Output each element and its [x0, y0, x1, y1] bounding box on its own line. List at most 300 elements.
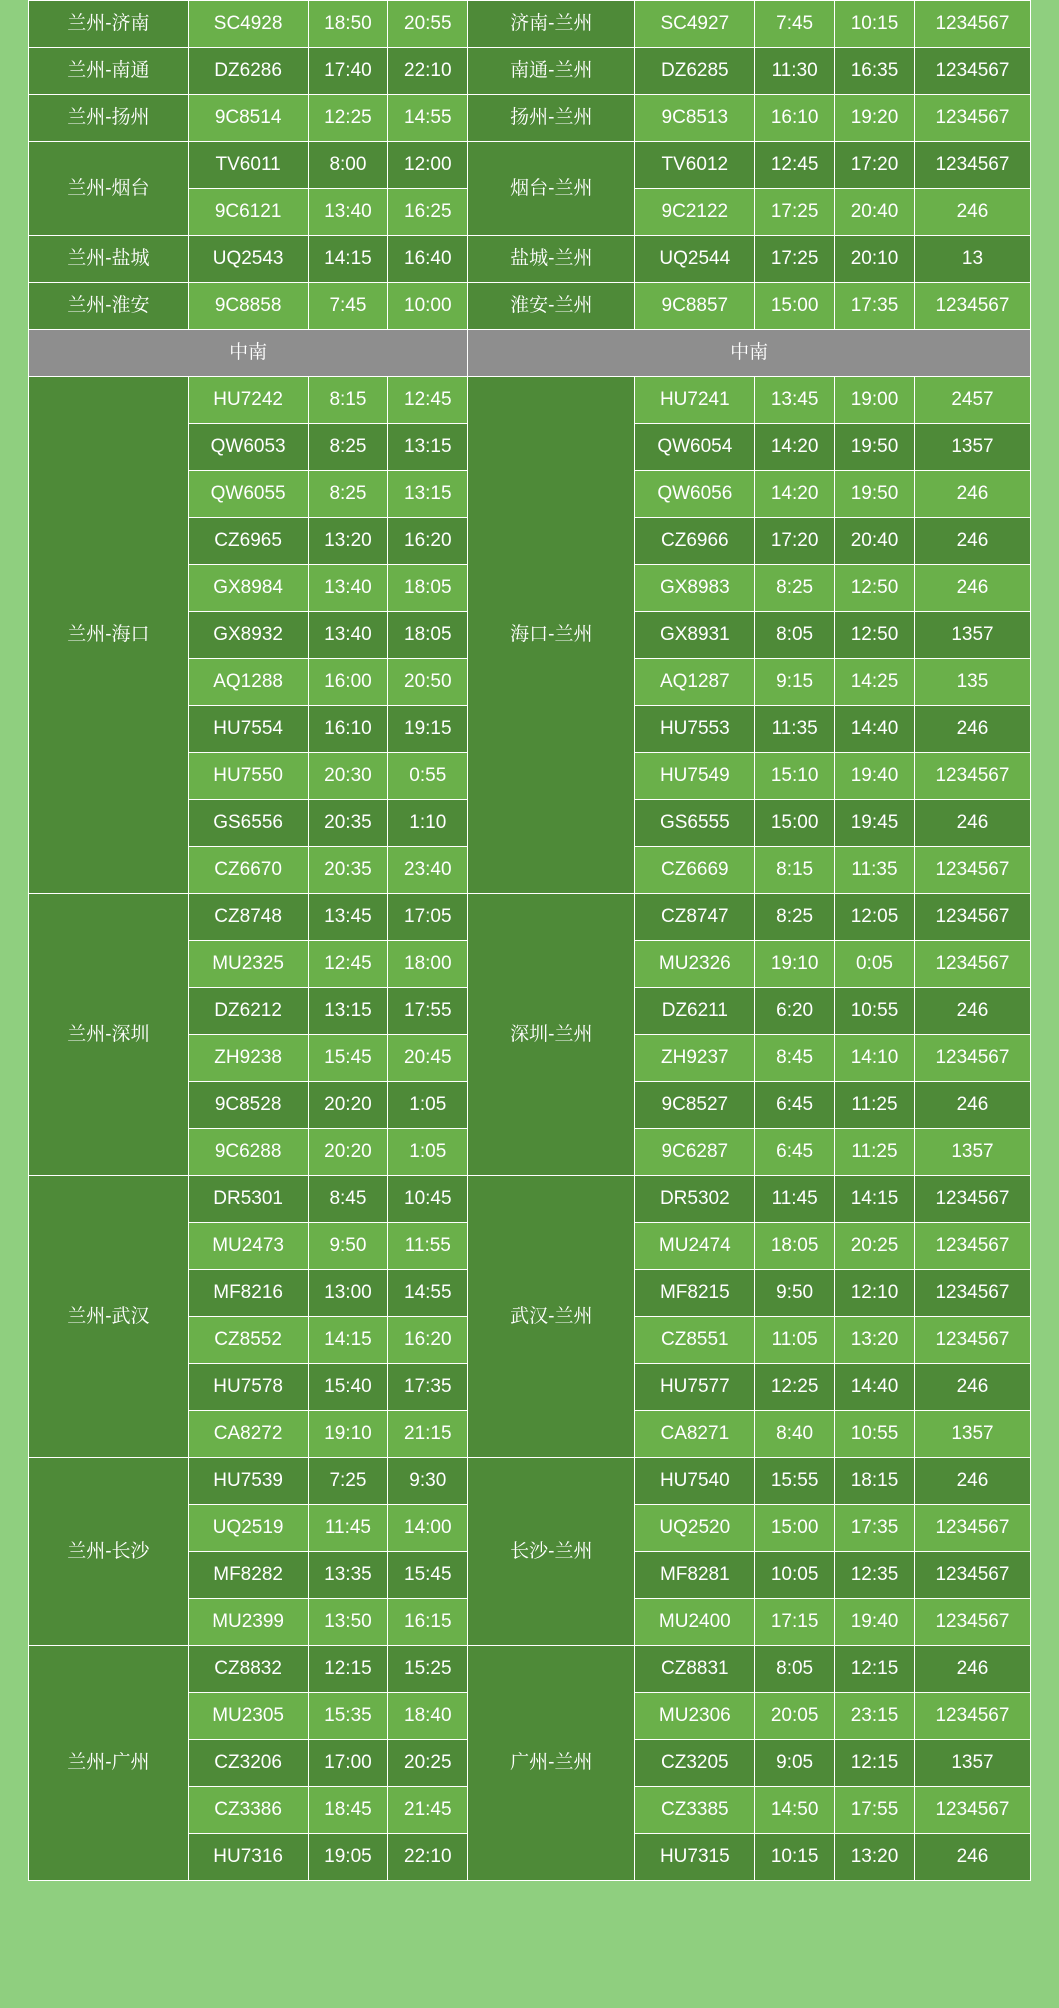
operating-days: 1234567 — [914, 1505, 1030, 1552]
route-label: 兰州-扬州 — [29, 95, 189, 142]
route-label-return: 烟台-兰州 — [468, 142, 635, 236]
flight-number-return: HU7549 — [635, 753, 755, 800]
operating-days: 1234567 — [914, 1599, 1030, 1646]
arrival-time-return: 20:25 — [835, 1223, 915, 1270]
route-label: 兰州-长沙 — [29, 1458, 189, 1646]
arrival-time-return: 19:40 — [835, 1599, 915, 1646]
operating-days: 246 — [914, 800, 1030, 847]
route-label-return: 南通-兰州 — [468, 48, 635, 95]
departure-time-return: 17:25 — [755, 189, 835, 236]
operating-days: 246 — [914, 1364, 1030, 1411]
operating-days: 1234567 — [914, 142, 1030, 189]
flight-number-outbound: HU7539 — [188, 1458, 308, 1505]
flight-number-outbound: 9C6288 — [188, 1129, 308, 1176]
departure-time-outbound: 13:50 — [308, 1599, 388, 1646]
departure-time-return: 11:45 — [755, 1176, 835, 1223]
arrival-time-return: 19:45 — [835, 800, 915, 847]
departure-time-return: 7:45 — [755, 1, 835, 48]
flight-number-outbound: GX8932 — [188, 612, 308, 659]
departure-time-outbound: 12:25 — [308, 95, 388, 142]
arrival-time-return: 12:50 — [835, 612, 915, 659]
arrival-time-return: 10:55 — [835, 988, 915, 1035]
arrival-time-outbound: 16:25 — [388, 189, 468, 236]
departure-time-outbound: 13:20 — [308, 518, 388, 565]
departure-time-return: 15:00 — [755, 800, 835, 847]
flight-number-return: MU2400 — [635, 1599, 755, 1646]
departure-time-outbound: 20:20 — [308, 1129, 388, 1176]
flight-number-return: TV6012 — [635, 142, 755, 189]
arrival-time-return: 19:50 — [835, 471, 915, 518]
arrival-time-return: 12:15 — [835, 1740, 915, 1787]
flight-number-return: MU2326 — [635, 941, 755, 988]
arrival-time-outbound: 23:40 — [388, 847, 468, 894]
departure-time-outbound: 20:30 — [308, 753, 388, 800]
operating-days: 1234567 — [914, 283, 1030, 330]
departure-time-outbound: 14:15 — [308, 236, 388, 283]
operating-days: 246 — [914, 1458, 1030, 1505]
departure-time-return: 15:10 — [755, 753, 835, 800]
departure-time-outbound: 15:45 — [308, 1035, 388, 1082]
operating-days: 1234567 — [914, 1552, 1030, 1599]
arrival-time-return: 14:40 — [835, 1364, 915, 1411]
route-label-return: 扬州-兰州 — [468, 95, 635, 142]
operating-days: 1234567 — [914, 1787, 1030, 1834]
arrival-time-outbound: 11:55 — [388, 1223, 468, 1270]
arrival-time-outbound: 20:50 — [388, 659, 468, 706]
flight-number-outbound: CZ8832 — [188, 1646, 308, 1693]
arrival-time-return: 12:10 — [835, 1270, 915, 1317]
route-label-return: 长沙-兰州 — [468, 1458, 635, 1646]
flight-number-outbound: MF8216 — [188, 1270, 308, 1317]
departure-time-outbound: 12:45 — [308, 941, 388, 988]
region-header-row — [29, 330, 1031, 377]
flight-number-return: DR5302 — [635, 1176, 755, 1223]
departure-time-outbound: 8:15 — [308, 377, 388, 424]
arrival-time-outbound: 16:40 — [388, 236, 468, 283]
route-label: 兰州-海口 — [29, 377, 189, 894]
departure-time-return: 15:00 — [755, 1505, 835, 1552]
departure-time-return: 11:35 — [755, 706, 835, 753]
flight-number-return: DZ6211 — [635, 988, 755, 1035]
flight-number-outbound: QW6055 — [188, 471, 308, 518]
arrival-time-return: 20:10 — [835, 236, 915, 283]
arrival-time-return: 14:40 — [835, 706, 915, 753]
flight-number-outbound: HU7550 — [188, 753, 308, 800]
departure-time-return: 9:15 — [755, 659, 835, 706]
flight-number-outbound: MU2305 — [188, 1693, 308, 1740]
operating-days: 2457 — [914, 377, 1030, 424]
departure-time-return: 17:25 — [755, 236, 835, 283]
operating-days: 1234567 — [914, 753, 1030, 800]
table-row — [29, 48, 1031, 95]
arrival-time-outbound: 1:05 — [388, 1129, 468, 1176]
table-row — [29, 283, 1031, 330]
flight-number-outbound: DZ6212 — [188, 988, 308, 1035]
route-label: 兰州-烟台 — [29, 142, 189, 236]
flight-number-return: HU7553 — [635, 706, 755, 753]
flight-number-return: CZ3385 — [635, 1787, 755, 1834]
departure-time-outbound: 8:25 — [308, 424, 388, 471]
departure-time-outbound: 13:40 — [308, 565, 388, 612]
flight-number-return: CZ8831 — [635, 1646, 755, 1693]
route-label-return: 淮安-兰州 — [468, 283, 635, 330]
departure-time-outbound: 8:25 — [308, 471, 388, 518]
flight-number-outbound: TV6011 — [188, 142, 308, 189]
arrival-time-outbound: 16:20 — [388, 1317, 468, 1364]
operating-days: 1234567 — [914, 1693, 1030, 1740]
flight-number-return: SC4927 — [635, 1, 755, 48]
table-row — [29, 1458, 1031, 1505]
flight-number-outbound: 9C8528 — [188, 1082, 308, 1129]
departure-time-outbound: 11:45 — [308, 1505, 388, 1552]
flight-number-outbound: DR5301 — [188, 1176, 308, 1223]
departure-time-return: 16:10 — [755, 95, 835, 142]
operating-days: 1234567 — [914, 1223, 1030, 1270]
departure-time-outbound: 17:40 — [308, 48, 388, 95]
arrival-time-return: 14:25 — [835, 659, 915, 706]
departure-time-outbound: 20:20 — [308, 1082, 388, 1129]
flight-number-return: 9C2122 — [635, 189, 755, 236]
flight-number-outbound: GX8984 — [188, 565, 308, 612]
operating-days: 1234567 — [914, 847, 1030, 894]
flight-number-outbound: UQ2519 — [188, 1505, 308, 1552]
arrival-time-return: 20:40 — [835, 189, 915, 236]
departure-time-outbound: 17:00 — [308, 1740, 388, 1787]
departure-time-outbound: 7:45 — [308, 283, 388, 330]
arrival-time-return: 13:20 — [835, 1834, 915, 1881]
arrival-time-outbound: 17:35 — [388, 1364, 468, 1411]
flight-number-return: HU7241 — [635, 377, 755, 424]
arrival-time-outbound: 14:00 — [388, 1505, 468, 1552]
departure-time-return: 12:45 — [755, 142, 835, 189]
operating-days: 246 — [914, 1834, 1030, 1881]
arrival-time-outbound: 12:45 — [388, 377, 468, 424]
flight-number-return: HU7315 — [635, 1834, 755, 1881]
flight-number-return: UQ2520 — [635, 1505, 755, 1552]
departure-time-outbound: 18:45 — [308, 1787, 388, 1834]
operating-days: 246 — [914, 1082, 1030, 1129]
arrival-time-return: 18:15 — [835, 1458, 915, 1505]
flight-number-outbound: 9C8514 — [188, 95, 308, 142]
operating-days: 1357 — [914, 612, 1030, 659]
operating-days: 1234567 — [914, 1317, 1030, 1364]
operating-days: 246 — [914, 471, 1030, 518]
flight-number-return: CZ8551 — [635, 1317, 755, 1364]
arrival-time-outbound: 19:15 — [388, 706, 468, 753]
flight-number-return: 9C8513 — [635, 95, 755, 142]
flight-number-return: UQ2544 — [635, 236, 755, 283]
flight-number-return: ZH9237 — [635, 1035, 755, 1082]
arrival-time-outbound: 1:05 — [388, 1082, 468, 1129]
arrival-time-outbound: 10:00 — [388, 283, 468, 330]
arrival-time-outbound: 12:00 — [388, 142, 468, 189]
departure-time-return: 6:45 — [755, 1129, 835, 1176]
route-label: 兰州-济南 — [29, 1, 189, 48]
arrival-time-outbound: 22:10 — [388, 48, 468, 95]
operating-days: 13 — [914, 236, 1030, 283]
operating-days: 1234567 — [914, 1, 1030, 48]
operating-days: 1357 — [914, 1740, 1030, 1787]
arrival-time-return: 23:15 — [835, 1693, 915, 1740]
table-row — [29, 377, 1031, 424]
table-row — [29, 1176, 1031, 1223]
departure-time-return: 13:45 — [755, 377, 835, 424]
arrival-time-return: 0:05 — [835, 941, 915, 988]
flight-number-outbound: QW6053 — [188, 424, 308, 471]
flight-number-outbound: CZ8552 — [188, 1317, 308, 1364]
arrival-time-outbound: 9:30 — [388, 1458, 468, 1505]
departure-time-outbound: 8:00 — [308, 142, 388, 189]
flight-number-return: 9C6287 — [635, 1129, 755, 1176]
departure-time-outbound: 7:25 — [308, 1458, 388, 1505]
departure-time-return: 8:25 — [755, 894, 835, 941]
departure-time-outbound: 9:50 — [308, 1223, 388, 1270]
flight-number-outbound: CA8272 — [188, 1411, 308, 1458]
operating-days: 135 — [914, 659, 1030, 706]
flight-number-outbound: GS6556 — [188, 800, 308, 847]
route-label: 兰州-南通 — [29, 48, 189, 95]
arrival-time-return: 10:55 — [835, 1411, 915, 1458]
arrival-time-outbound: 18:05 — [388, 565, 468, 612]
flight-number-outbound: MF8282 — [188, 1552, 308, 1599]
departure-time-return: 9:50 — [755, 1270, 835, 1317]
operating-days: 246 — [914, 189, 1030, 236]
arrival-time-outbound: 0:55 — [388, 753, 468, 800]
flight-number-outbound: HU7554 — [188, 706, 308, 753]
operating-days: 246 — [914, 565, 1030, 612]
arrival-time-outbound: 1:10 — [388, 800, 468, 847]
route-label: 兰州-深圳 — [29, 894, 189, 1176]
flight-number-outbound: MU2325 — [188, 941, 308, 988]
arrival-time-return: 10:15 — [835, 1, 915, 48]
flight-number-return: GS6555 — [635, 800, 755, 847]
departure-time-return: 14:50 — [755, 1787, 835, 1834]
flight-number-outbound: SC4928 — [188, 1, 308, 48]
arrival-time-return: 19:40 — [835, 753, 915, 800]
operating-days: 1234567 — [914, 941, 1030, 988]
arrival-time-outbound: 16:20 — [388, 518, 468, 565]
departure-time-return: 8:15 — [755, 847, 835, 894]
operating-days: 1357 — [914, 424, 1030, 471]
departure-time-return: 14:20 — [755, 471, 835, 518]
arrival-time-return: 12:05 — [835, 894, 915, 941]
flight-number-return: CZ6669 — [635, 847, 755, 894]
operating-days: 1234567 — [914, 48, 1030, 95]
flight-number-return: 9C8857 — [635, 283, 755, 330]
flight-number-outbound: MU2399 — [188, 1599, 308, 1646]
departure-time-return: 19:10 — [755, 941, 835, 988]
departure-time-outbound: 15:35 — [308, 1693, 388, 1740]
flight-number-outbound: CZ6965 — [188, 518, 308, 565]
flight-number-return: HU7540 — [635, 1458, 755, 1505]
arrival-time-outbound: 14:55 — [388, 95, 468, 142]
route-label-return: 深圳-兰州 — [468, 894, 635, 1176]
flight-number-return: MU2306 — [635, 1693, 755, 1740]
arrival-time-outbound: 22:10 — [388, 1834, 468, 1881]
arrival-time-outbound: 14:55 — [388, 1270, 468, 1317]
departure-time-outbound: 16:00 — [308, 659, 388, 706]
flight-number-return: CZ8747 — [635, 894, 755, 941]
table-row — [29, 95, 1031, 142]
route-label: 兰州-广州 — [29, 1646, 189, 1881]
arrival-time-return: 17:20 — [835, 142, 915, 189]
operating-days: 246 — [914, 988, 1030, 1035]
departure-time-return: 15:00 — [755, 283, 835, 330]
route-label-return: 盐城-兰州 — [468, 236, 635, 283]
arrival-time-outbound: 13:15 — [388, 471, 468, 518]
departure-time-outbound: 8:45 — [308, 1176, 388, 1223]
flight-number-outbound: HU7316 — [188, 1834, 308, 1881]
operating-days: 1234567 — [914, 1035, 1030, 1082]
flight-number-outbound: MU2473 — [188, 1223, 308, 1270]
arrival-time-outbound: 13:15 — [388, 424, 468, 471]
departure-time-outbound: 16:10 — [308, 706, 388, 753]
flight-number-return: CA8271 — [635, 1411, 755, 1458]
flight-number-return: CZ3205 — [635, 1740, 755, 1787]
table-row — [29, 1646, 1031, 1693]
route-label-return: 海口-兰州 — [468, 377, 635, 894]
departure-time-return: 11:30 — [755, 48, 835, 95]
flight-number-return: GX8983 — [635, 565, 755, 612]
departure-time-outbound: 19:05 — [308, 1834, 388, 1881]
route-label: 兰州-淮安 — [29, 283, 189, 330]
arrival-time-outbound: 17:55 — [388, 988, 468, 1035]
route-label-return: 武汉-兰州 — [468, 1176, 635, 1458]
departure-time-outbound: 20:35 — [308, 800, 388, 847]
operating-days: 1234567 — [914, 894, 1030, 941]
departure-time-return: 8:45 — [755, 1035, 835, 1082]
departure-time-outbound: 13:45 — [308, 894, 388, 941]
arrival-time-return: 12:15 — [835, 1646, 915, 1693]
arrival-time-return: 11:35 — [835, 847, 915, 894]
arrival-time-return: 17:35 — [835, 1505, 915, 1552]
arrival-time-return: 14:10 — [835, 1035, 915, 1082]
table-row — [29, 142, 1031, 189]
departure-time-return: 12:25 — [755, 1364, 835, 1411]
arrival-time-outbound: 21:15 — [388, 1411, 468, 1458]
arrival-time-outbound: 15:25 — [388, 1646, 468, 1693]
departure-time-return: 20:05 — [755, 1693, 835, 1740]
departure-time-return: 17:20 — [755, 518, 835, 565]
flight-number-outbound: 9C8858 — [188, 283, 308, 330]
arrival-time-return: 17:55 — [835, 1787, 915, 1834]
departure-time-return: 18:05 — [755, 1223, 835, 1270]
arrival-time-return: 20:40 — [835, 518, 915, 565]
flight-number-return: AQ1287 — [635, 659, 755, 706]
arrival-time-return: 16:35 — [835, 48, 915, 95]
arrival-time-return: 14:15 — [835, 1176, 915, 1223]
flight-number-return: HU7577 — [635, 1364, 755, 1411]
flight-number-return: MF8215 — [635, 1270, 755, 1317]
departure-time-return: 6:20 — [755, 988, 835, 1035]
flight-number-outbound: CZ3206 — [188, 1740, 308, 1787]
departure-time-return: 6:45 — [755, 1082, 835, 1129]
departure-time-return: 17:15 — [755, 1599, 835, 1646]
flight-number-outbound: AQ1288 — [188, 659, 308, 706]
flight-number-return: CZ6966 — [635, 518, 755, 565]
flight-number-outbound: HU7578 — [188, 1364, 308, 1411]
arrival-time-return: 13:20 — [835, 1317, 915, 1364]
departure-time-return: 9:05 — [755, 1740, 835, 1787]
arrival-time-outbound: 20:45 — [388, 1035, 468, 1082]
flight-schedule-table — [28, 0, 1031, 1881]
flight-number-return: MU2474 — [635, 1223, 755, 1270]
operating-days: 246 — [914, 1646, 1030, 1693]
route-label-return: 济南-兰州 — [468, 1, 635, 48]
flight-number-return: QW6056 — [635, 471, 755, 518]
arrival-time-return: 11:25 — [835, 1082, 915, 1129]
flight-number-outbound: CZ8748 — [188, 894, 308, 941]
departure-time-outbound: 13:40 — [308, 612, 388, 659]
departure-time-outbound: 13:35 — [308, 1552, 388, 1599]
arrival-time-outbound: 15:45 — [388, 1552, 468, 1599]
flight-number-outbound: ZH9238 — [188, 1035, 308, 1082]
route-label-return: 广州-兰州 — [468, 1646, 635, 1881]
operating-days: 246 — [914, 518, 1030, 565]
arrival-time-outbound: 17:05 — [388, 894, 468, 941]
flight-number-outbound: CZ6670 — [188, 847, 308, 894]
schedule-body — [29, 1, 1031, 1881]
departure-time-return: 14:20 — [755, 424, 835, 471]
flight-number-return: MF8281 — [635, 1552, 755, 1599]
flight-number-outbound: HU7242 — [188, 377, 308, 424]
flight-number-return: QW6054 — [635, 424, 755, 471]
arrival-time-outbound: 20:25 — [388, 1740, 468, 1787]
region-label-outbound: 中南 — [29, 330, 468, 377]
departure-time-outbound: 13:00 — [308, 1270, 388, 1317]
arrival-time-outbound: 18:40 — [388, 1693, 468, 1740]
arrival-time-return: 17:35 — [835, 283, 915, 330]
departure-time-return: 10:15 — [755, 1834, 835, 1881]
region-label-return: 中南 — [468, 330, 1031, 377]
arrival-time-outbound: 10:45 — [388, 1176, 468, 1223]
arrival-time-return: 12:50 — [835, 565, 915, 612]
arrival-time-return: 19:00 — [835, 377, 915, 424]
flight-number-outbound: UQ2543 — [188, 236, 308, 283]
arrival-time-outbound: 18:00 — [388, 941, 468, 988]
arrival-time-return: 11:25 — [835, 1129, 915, 1176]
operating-days: 1234567 — [914, 1176, 1030, 1223]
departure-time-outbound: 14:15 — [308, 1317, 388, 1364]
departure-time-return: 8:25 — [755, 565, 835, 612]
arrival-time-outbound: 21:45 — [388, 1787, 468, 1834]
arrival-time-return: 19:20 — [835, 95, 915, 142]
arrival-time-return: 12:35 — [835, 1552, 915, 1599]
departure-time-return: 8:40 — [755, 1411, 835, 1458]
departure-time-return: 11:05 — [755, 1317, 835, 1364]
arrival-time-outbound: 16:15 — [388, 1599, 468, 1646]
flight-number-return: GX8931 — [635, 612, 755, 659]
arrival-time-outbound: 20:55 — [388, 1, 468, 48]
table-row — [29, 1, 1031, 48]
operating-days: 246 — [914, 706, 1030, 753]
departure-time-outbound: 13:40 — [308, 189, 388, 236]
operating-days: 1234567 — [914, 95, 1030, 142]
flight-number-outbound: CZ3386 — [188, 1787, 308, 1834]
flight-number-outbound: DZ6286 — [188, 48, 308, 95]
operating-days: 1234567 — [914, 1270, 1030, 1317]
table-row — [29, 894, 1031, 941]
flight-number-outbound: 9C6121 — [188, 189, 308, 236]
flight-number-return: DZ6285 — [635, 48, 755, 95]
operating-days: 1357 — [914, 1129, 1030, 1176]
operating-days: 1357 — [914, 1411, 1030, 1458]
flight-number-return: 9C8527 — [635, 1082, 755, 1129]
table-row — [29, 236, 1031, 283]
departure-time-outbound: 12:15 — [308, 1646, 388, 1693]
route-label: 兰州-武汉 — [29, 1176, 189, 1458]
departure-time-return: 8:05 — [755, 612, 835, 659]
